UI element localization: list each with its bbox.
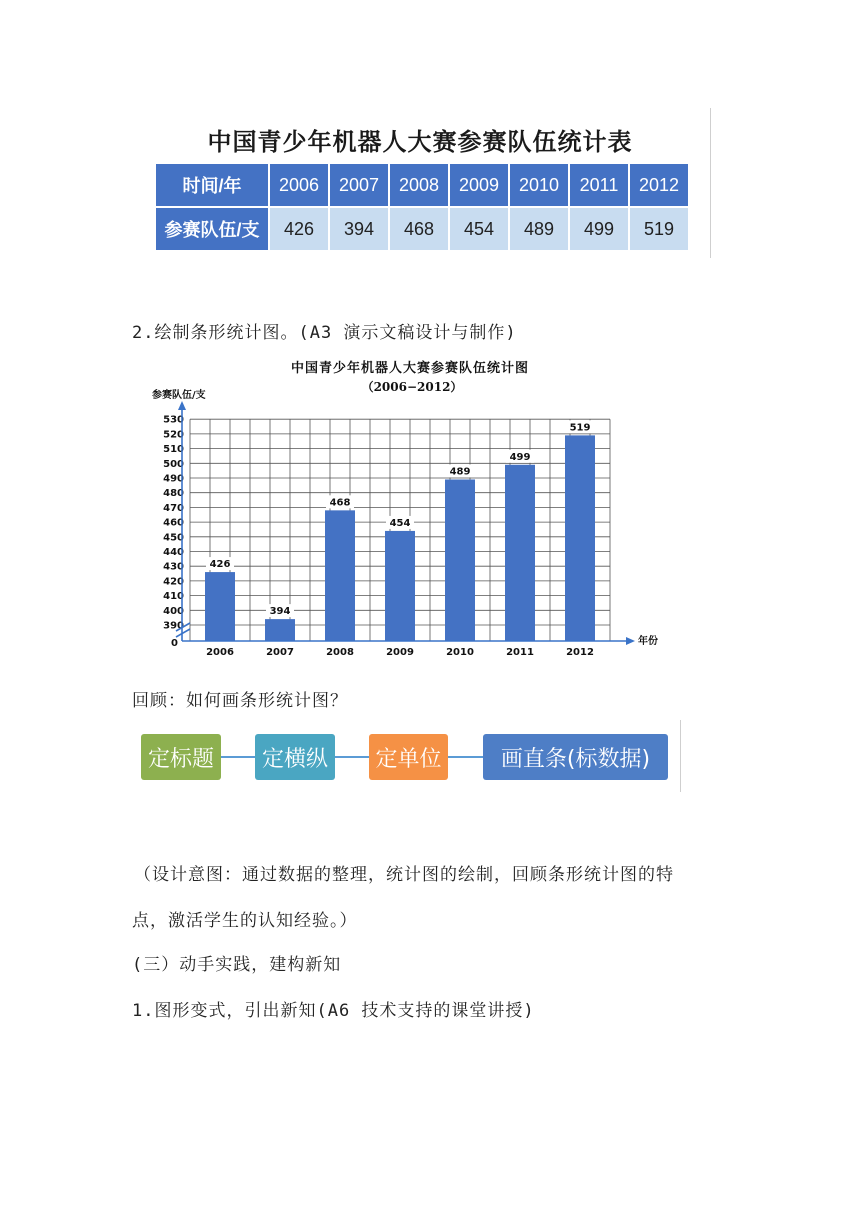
bar-chart: [150, 352, 670, 664]
flow-step-axes: [255, 734, 335, 780]
stats-table-image: [150, 110, 690, 260]
value-cell: 489: [509, 207, 569, 251]
year-cell: 2012: [629, 163, 689, 207]
y-tick-label: 470: [163, 502, 184, 514]
y-tick-label: 530: [163, 414, 184, 426]
value-cell: 394: [329, 207, 389, 251]
header-label: 时间/年: [155, 163, 269, 207]
y-axis-arrow: [178, 401, 186, 410]
design-intent-line1: （设计意图：通过数据的整理，统计图的绘制，回顾条形统计图的特: [134, 865, 674, 885]
value-cell: 468: [389, 207, 449, 251]
x-tick-label: 2011: [506, 647, 534, 658]
flow-step-unit: [369, 734, 448, 780]
flow-step-label: 定单位: [375, 746, 442, 772]
flow-connector: [448, 756, 483, 758]
bar: [325, 510, 355, 641]
value-cell: 499: [569, 207, 629, 251]
data-label: 426: [209, 559, 231, 571]
bar: [565, 435, 595, 641]
y-tick-label: 490: [163, 473, 184, 485]
design-intent-line2: 点，激活学生的认知经验。）: [132, 911, 358, 931]
data-label: 394: [269, 606, 291, 618]
item-line: 1.图形变式，引出新知(A6 技术支持的课堂讲授): [132, 1001, 535, 1021]
year-cell: 2007: [329, 163, 389, 207]
flow-connector: [335, 756, 369, 758]
row-label: 参赛队伍/支: [155, 207, 269, 251]
flow-step-label: 定标题: [147, 746, 214, 772]
y-tick-label: 500: [163, 458, 184, 470]
y-tick-label: 0: [171, 638, 178, 649]
y-tick-label: 400: [163, 605, 184, 617]
chart-bars: [205, 420, 595, 641]
table-header-row: [155, 163, 689, 207]
y-tick-label: 410: [163, 591, 184, 603]
flow-step-bars: [483, 734, 668, 780]
chart-title: 中国青少年机器人大赛参赛队伍统计图: [290, 361, 530, 376]
table-data-row: [155, 207, 689, 251]
data-label: 499: [509, 451, 531, 463]
x-tick-label: 2009: [386, 647, 414, 658]
y-tick-label: 520: [163, 429, 184, 441]
year-cell: 2010: [509, 163, 569, 207]
y-tick-label: 510: [163, 444, 184, 456]
y-tick-label: 450: [163, 532, 184, 544]
bar: [205, 572, 235, 641]
data-label: 454: [389, 517, 411, 529]
value-cell: 426: [269, 207, 329, 251]
stats-table: [154, 162, 690, 252]
value-cell: 519: [629, 207, 689, 251]
x-tick-label: 2006: [206, 647, 234, 658]
table-title: 中国青少年机器人大赛参赛队伍统计表: [207, 128, 633, 156]
y-tick-label: 440: [163, 547, 184, 558]
x-tick-label: 2007: [266, 647, 294, 658]
bar: [505, 465, 535, 641]
bar: [385, 531, 415, 641]
image-edge-divider: [680, 720, 681, 792]
year-cell: 2008: [389, 163, 449, 207]
flow-step-title: [141, 734, 221, 780]
y-tick-label: 430: [163, 561, 184, 573]
y-tick-label: 390: [163, 620, 184, 632]
chart-subtitle: （2006−2012）: [361, 380, 463, 394]
year-cell: 2011: [569, 163, 629, 207]
x-tick-label: 2012: [566, 647, 594, 658]
x-tick-label: 2008: [326, 647, 354, 658]
value-cell: 454: [449, 207, 509, 251]
y-tick-label: 460: [163, 517, 184, 529]
data-label: 468: [329, 497, 351, 509]
data-label: 519: [569, 422, 591, 434]
y-tick-label: 420: [163, 576, 184, 588]
flow-step-label: 定横纵: [261, 746, 328, 772]
x-axis-arrow: [626, 637, 635, 645]
y-tick-label: 480: [163, 488, 184, 500]
y-axis-label: 参赛队伍/支: [152, 390, 206, 401]
bar: [445, 479, 475, 641]
x-tick-label: 2010: [446, 647, 474, 658]
year-cell: 2009: [449, 163, 509, 207]
image-edge-divider: [710, 108, 711, 258]
review-question: 回顾：如何画条形统计图？: [132, 691, 348, 711]
flow-step-label: 画直条(标数据): [500, 746, 651, 772]
flow-connector: [221, 756, 255, 758]
bar: [265, 619, 295, 641]
data-label: 489: [449, 466, 471, 478]
instruction-line: 2.绘制条形统计图。(A3 演示文稿设计与制作): [132, 323, 517, 343]
year-cell: 2006: [269, 163, 329, 207]
x-axis-label: 年份: [638, 636, 658, 647]
section-heading: (三）动手实践，建构新知: [132, 955, 342, 975]
